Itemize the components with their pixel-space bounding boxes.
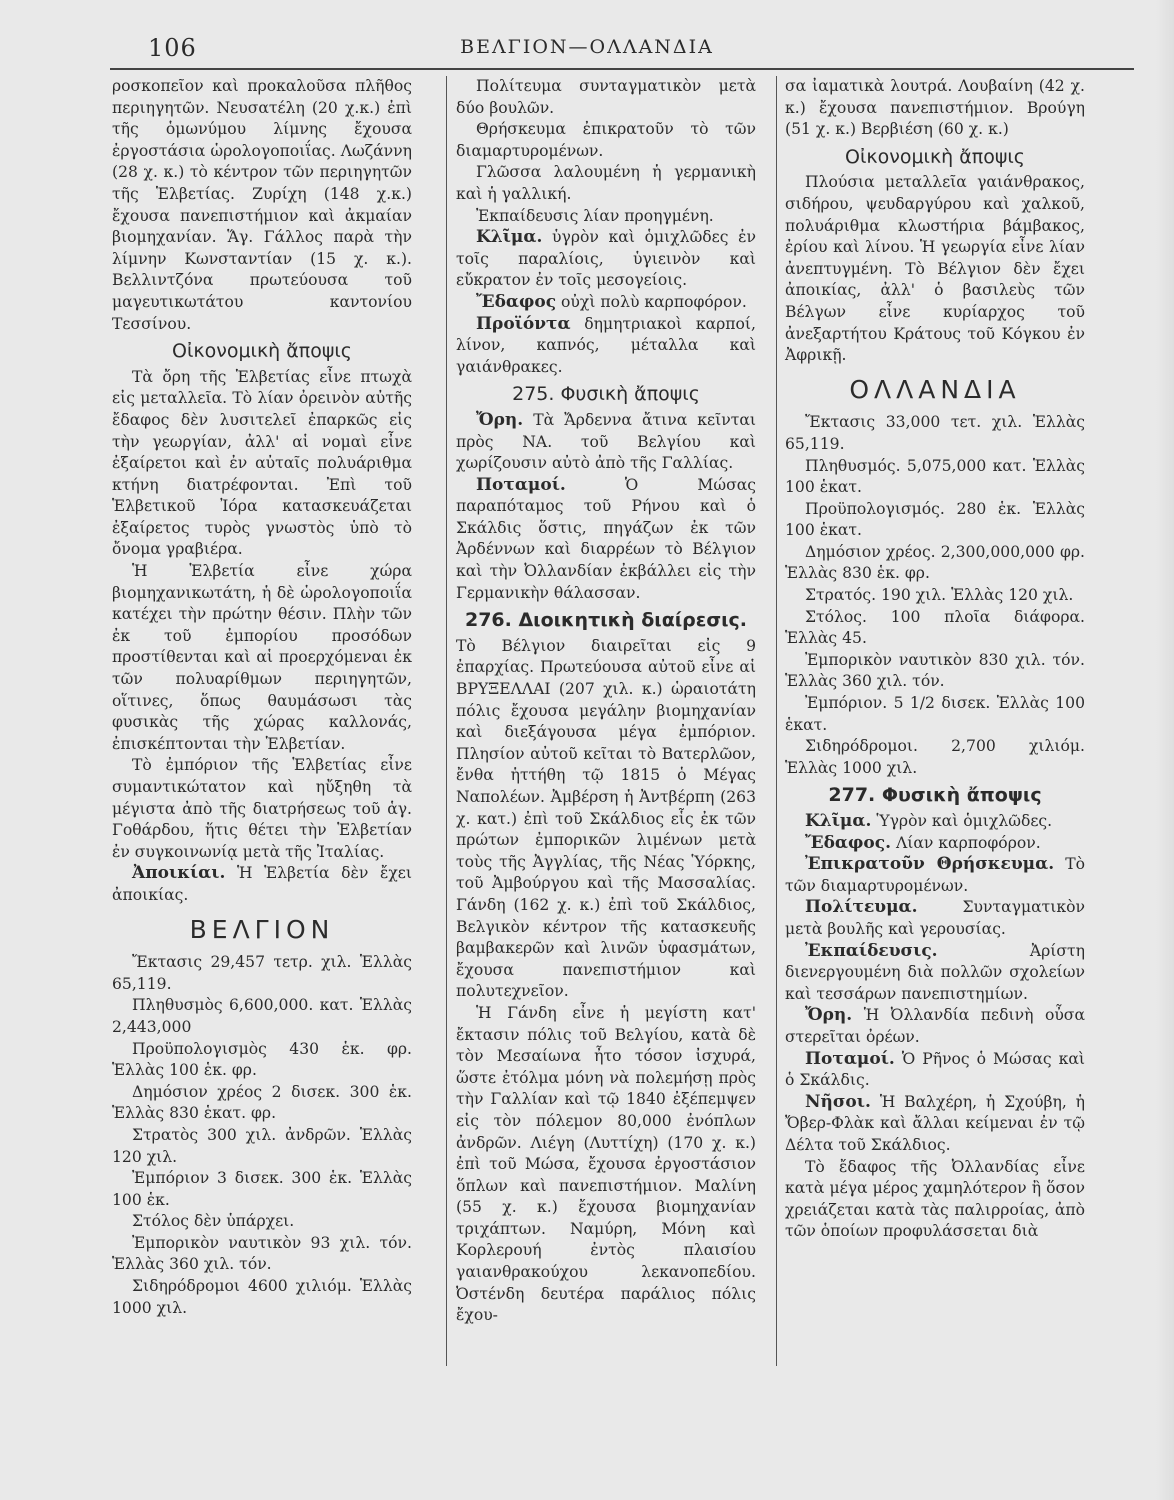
stat-line: Σιδηρόδρομοι 4600 χιλιόμ. Ἑλλὰς 1000 χιλ. [112, 1277, 412, 1317]
paragraph [456, 227, 756, 292]
entry-text: ὑγρὸν καὶ ὁμιχλῶδες ἐν τοῖς παραλίοις, ὑγιεινὸν καὶ εὔκρατον ἐν τοῖς μεσογείοις. [456, 228, 756, 290]
entry-text: Ὁ Μώσας παραπόταμος τοῦ Ρήνου καὶ ὁ Σκάλδις ὅστις, πηγάζων ἐκ τῶν Ἀρδέννων καὶ διαρρέων τὸ Βέλγιον καὶ τὴν Ὀλλανδίαν ἐκβάλλει εἰς τὴν Γερμανικὴν θάλασσαν. [456, 475, 756, 602]
paragraph [112, 863, 412, 906]
entry-text: οὐχὶ πολὺ καρποφόρον. [561, 292, 747, 311]
entry-label: Πολίτευμα. [805, 897, 918, 918]
paragraph [785, 811, 1085, 833]
entry-label: Ποταμοί. [805, 1048, 895, 1069]
paragraph [456, 314, 756, 379]
paragraph: Ἡ Ἑλβετία εἶνε χώρα βιομηχανικωτάτη, ἡ δὲ ὡρολογοποιΐα κατέχει τὴν πρώτην θέσιν. Πλὴν τῶν ἐκ τοῦ ἐμπορίου προσόδων προστίθενται καὶ αἱ προερχόμεναι ἐκ τῶν πολυαρίθμων περιηγητῶν, οἵτινες, ὅπως θαυμάσωσι τὰς φυσικὰς τῆς χώρας καλλονάς, ἐπισκέπτονται τὴν Ἑλβετίαν. [112, 562, 412, 753]
paragraph [785, 897, 1085, 940]
entry-label: Κλῖμα. [476, 227, 543, 248]
entry-text: Ὑγρὸν καὶ ὁμιχλῶδες. [876, 812, 1053, 830]
header-rule [110, 68, 1134, 70]
stat-line: Ἔκτασις 33,000 τετ. χιλ. Ἑλλὰς 65,119. [785, 413, 1085, 453]
stat-line: Δημόσιον χρέος. 2,300,000,000 φρ. Ἑλλὰς 830 ἑκ. φρ. [785, 542, 1085, 583]
entry-text: Συνταγματικὸν μετὰ βουλῆς καὶ γερουσίας. [785, 898, 1085, 938]
stat-line: Προϋπολογισμός. 280 ἑκ. Ἑλλὰς 100 ἑκατ. [785, 499, 1085, 540]
paragraph: Γλῶσσα λαλουμένη ἡ γερμανικὴ καὶ ἡ γαλλική. [456, 163, 756, 203]
country-title: ΟΛΛΑΝΔΙΑ [849, 374, 1021, 404]
section-heading: Οἰκονομικὴ ἄποψις [845, 145, 1025, 168]
column-middle [456, 76, 756, 1327]
stat-line: Στόλος. 100 πλοῖα διάφορα. Ἑλλὰς 45. [785, 607, 1085, 648]
paragraph: Τὸ Βέλγιον διαιρεῖται εἰς 9 ἐπαρχίας. Πρωτεύουσα αὐτοῦ εἶνε αἱ ΒΡΥΞΕΛΛΑΙ (207 χιλ. κ.) ὡραιοτάτη πόλις ἔχουσα μεγάλην βιομηχανίαν καὶ διεξάγουσα μέγα ἐμπόριον. Πλησίον αὐτοῦ κεῖται τὸ Βατερλῶον, ἔνθα ἡττήθη τῷ 1815 ὁ Μέγας Ναπολέων. Ἀμβέρση ἡ Ἀντβέρπη (263 χ. κατ.) ἐπὶ τοῦ Σκάλδιος εἷς ἐκ τῶν πρώτων ἐμπορικῶν λιμένων μετὰ τοὺς τῆς Ἀγγλίας, τῆς Νέας Ὑόρκης, τοῦ Ἀμβούργου καὶ τῆς Μασσαλίας. Γάνδη (162 χ. κ.) ἐπὶ τοῦ Σκάλδιος, Βελγικὸν κέντρον τῆς κατασκευῆς βαμβακερῶν καὶ λινῶν ὑφασμάτων, ἔχουσα πανεπιστήμιον καὶ πολυτεχνεῖον. [456, 636, 756, 1001]
paragraph [456, 410, 756, 475]
entry-text: Ἡ Ἑλβετία δὲν ἔχει ἀποικίας. [112, 864, 412, 904]
paragraph [785, 1049, 1085, 1092]
stat-line: Πληθυσμὸς 6,600,000. κατ. Ἑλλὰς 2,443,000 [112, 996, 412, 1036]
entry-text: Ἡ Βαλχέρη, ἡ Σχούβη, ἡ Ὄβερ-Φλὰκ καὶ ἄλλαι κείμεναι ἐν τῷ Δέλτα τοῦ Σκάλδιος. [785, 1092, 1085, 1154]
entry-label: Ὄρη. [805, 1005, 853, 1026]
entry-label: Νῆσοι. [805, 1091, 871, 1112]
entry-text: Ἀρίστη διενεργουμένη διὰ πολλῶν σχολείων καὶ τεσσάρων πανεπιστημίων. [785, 941, 1085, 1003]
entry-label: Ἔδαφος [476, 291, 557, 312]
stat-line: Στρατὸς 300 χιλ. ἀνδρῶν. Ἑλλὰς 120 χιλ. [112, 1125, 412, 1166]
paragraph [785, 1092, 1085, 1157]
page-number: 106 [148, 34, 197, 62]
entry-label: Ἀποικίαι. [132, 863, 226, 884]
stat-line: Δημόσιον χρέος 2 δισεκ. 300 ἑκ. Ἑλλὰς 830 ἑκατ. φρ. [112, 1082, 412, 1123]
entry-label: Ἐκπαίδευσις. [805, 940, 938, 961]
paragraph: Τὰ ὄρη τῆς Ἑλβετίας εἶνε πτωχὰ εἰς μεταλλεῖα. Τὸ λίαν ὀρεινὸν αὐτῆς ἔδαφος δὲν λυσιτελεῖ ἐπαρκῶς εἰς τὴν γεωργίαν, ἀλλ' αἱ νομαὶ εἶνε ἐξαίρετοι καὶ ἐν αὐταῖς πολυάριθμα κτήνη διατρέφονται. Ἐπὶ τοῦ Ἑλβετικοῦ Ἰόρα κατασκευάζεται ἐξαίρετος τυρὸς γνωστὸς ὑπὸ τὸ ὄνομα γραβιέρα. [112, 367, 412, 559]
section-heading: 275. Φυσικὴ ἄποψις [512, 383, 700, 406]
stat-line: Στρατός. 190 χιλ. Ἑλλὰς 120 χιλ. [805, 586, 1074, 605]
section-heading: 276. Διοικητικὴ διαίρεσις. [464, 609, 748, 632]
entry-text: Ἡ Ὀλλανδία πεδινὴ οὖσα στερεῖται ὀρέων. [785, 1006, 1085, 1046]
running-head: ΒΕΛΓΙΟΝ—ΟΛΛΑΝΔΙΑ [460, 36, 714, 58]
entry-label: Κλῖμα. [805, 811, 872, 831]
paragraph [785, 941, 1085, 1006]
paragraph [456, 292, 756, 314]
entry-label: Ὄρη. [476, 409, 524, 430]
country-title: ΒΕΛΓΙΟΝ [189, 914, 335, 944]
stat-line: Ἔκτασις 29,457 τετρ. χιλ. Ἑλλὰς 65,119. [112, 953, 412, 993]
entry-text: Τὰ Ἄρδεννα ἄτινα κεῖνται πρὸς ΝΑ. τοῦ Βελγίου καὶ χωρίζουσιν αὐτὸ ἀπὸ τῆς Γαλλίας. [456, 410, 756, 473]
entry-text: δημητριακοὶ καρποί, λίνον, καπνός, μέταλλα καὶ γαιάνθρακες. [456, 314, 756, 376]
entry-label: Ποταμοί. [476, 474, 566, 495]
paragraph: Τὸ ἐμπόριον τῆς Ἑλβετίας εἶνε συμαντικώτατον καὶ ηὔξηθη τὰ μέγιστα ἀπὸ τῆς διατρήσεως τοῦ ἁγ. Γοθάρδου, ἥτις θέτει τὴν Ἑλβετίαν ἐν συγκοινωνίᾳ μετὰ τῆς Ἰταλίας. [112, 756, 412, 861]
column-right [785, 76, 1085, 1243]
column-left [112, 76, 412, 1319]
paragraph: Πλούσια μεταλλεῖα γαιάνθρακος, σιδήρου, ψευδαργύρου καὶ χαλκοῦ, πολυάριθμα κλωστήρια βάμβακος, ἐρίου καὶ λίνου. Ἡ γεωργία εἶνε λίαν ἀνεπτυγμένη. Τὸ Βέλγιον δὲν ἔχει ἀποικίας, ἀλλ' ὁ βασιλεὺς τῶν Βέλγων εἶνε κυρίαρχος τοῦ ἀνεξαρτήτου Κράτους τοῦ Κόγκου ἐν Ἀφρικῇ. [785, 173, 1085, 365]
entry-label: Ἔδαφος. [805, 832, 891, 853]
paragraph: Τὸ ἔδαφος τῆς Ὀλλανδίας εἶνε κατὰ μέγα μέρος χαμηλότερον ἢ ὅσον χρειάζεται κατὰ τὰς παλιρροίας, ἀπὸ τῶν ὁποίων προφυλάσσεται διὰ [785, 1157, 1085, 1241]
stat-line: Πληθυσμός. 5,075,000 κατ. Ἑλλὰς 100 ἑκατ. [785, 456, 1085, 497]
entry-text: Ὁ Ρῆνος ὁ Μώσας καὶ ὁ Σκάλδις. [785, 1049, 1085, 1090]
stat-line: Σιδηρόδρομοι. 2,700 χιλιόμ. Ἑλλὰς 1000 χιλ. [785, 737, 1085, 777]
paragraph [456, 475, 756, 605]
paragraph: Πολίτευμα συνταγματικὸν μετὰ δύο βουλῶν. [456, 77, 756, 117]
paragraph [785, 1005, 1085, 1048]
entry-text: Τὸ τῶν διαμαρτυρομένων. [785, 855, 1085, 895]
stat-line: Προϋπολογισμὸς 430 ἑκ. φρ. Ἑλλὰς 100 ἑκ. φρ. [112, 1039, 412, 1080]
paragraph: σα ἰαματικὰ λουτρά. Λουβαίνη (42 χ. κ.) ἔχουσα πανεπιστήμιον. Βρούγη (51 χ. κ.) Βερβιέση (60 χ. κ.) [785, 77, 1085, 139]
paragraph: ροσκοπεῖον καὶ προκαλοῦσα πλῆθος περιηγητῶν. Νευσατέλη (20 χ.κ.) ἐπὶ τῆς ὁμωνύμου λίμνης ἔχουσα ἐργοστάσια ὡρολογοποιΐας. Λωζάννη (28 χ. κ.) τὸ κέντρον τῶν περιηγητῶν τῆς Ἑλβετίας. Ζυρίχη (148 χ.κ.) ἔχουσα πανεπιστήμιον καὶ ἀκμαίαν βιομηχανίαν. Ἅγ. Γάλλος παρὰ τὴν λίμνην Κωνσταντίαν (15 χ. κ.). Βελλιντζόνα πρωτεύουσα τοῦ μαγευτικωτάτου καντονίου Τεσσίνου. [112, 77, 412, 333]
paragraph: Ἐκπαίδευσις λίαν προηγμένη. [476, 206, 714, 225]
column-rule-left [446, 76, 447, 1366]
column-rule-right [776, 76, 777, 1366]
page-edge-shadow [1156, 0, 1174, 1500]
entry-label: Ἐπικρατοῦν Θρήσκευμα. [805, 854, 1055, 875]
stat-line: Στόλος δὲν ὑπάρχει. [132, 1212, 295, 1231]
paragraph: Ἡ Γάνδη εἶνε ἡ μεγίστη κατ' ἔκτασιν πόλις τοῦ Βελγίου, κατὰ δὲ τὸν Μεσαίωνα ἦτο τόσον ἰσχυρά, ὥστε ἐτόλμα μόνη νὰ πολεμήσῃ πρὸς τὴν Γαλλίαν καὶ τῷ 1840 ἐξέπεμψεν εἰς τὸν πόλεμον 80,000 ἐνόπλων ἀνδρῶν. Λιέγη (Λυττίχη) (170 χ. κ.) ἐπὶ τοῦ Μώσα, ἔχουσα ἐργοστάσιον ὅπλων καὶ πανεπιστήμιον. Μαλίνη (55 χ. κ.) ἔχουσα βιομηχανίαν τριχάπτων. Ναμύρη, Μόνη καὶ Κορλερουή ἐντὸς πλαισίου γαιανθρακούχου λεκανοπεδίου. Ὀστένδη δευτέρα παράλιος πόλις ἔχου- [456, 1003, 756, 1325]
stat-line: Ἐμπορικὸν ναυτικὸν 830 χιλ. τόν. Ἑλλὰς 360 χιλ. τόν. [785, 650, 1085, 691]
entry-label: Προϊόντα [476, 313, 571, 334]
stat-line: Ἐμπορικὸν ναυτικὸν 93 χιλ. τόν. Ἑλλὰς 360 χιλ. τόν. [112, 1233, 412, 1274]
stat-line: Ἐμπόριον. 5 1/2 δισεκ. Ἑλλὰς 100 ἑκατ. [785, 694, 1085, 734]
page-header [0, 0, 1174, 70]
paragraph [785, 854, 1085, 897]
stat-line: Ἐμπόριον 3 δισεκ. 300 ἑκ. Ἑλλὰς 100 ἑκ. [112, 1169, 412, 1209]
paragraph: Θρήσκευμα ἐπικρατοῦν τὸ τῶν διαμαρτυρομένων. [456, 120, 756, 160]
section-heading: 277. Φυσικὴ ἄποψις [828, 784, 1042, 807]
entry-text: Λίαν καρποφόρον. [895, 833, 1041, 852]
paragraph [785, 833, 1085, 855]
section-heading: Οἰκονομικὴ ἄποψις [172, 340, 352, 363]
